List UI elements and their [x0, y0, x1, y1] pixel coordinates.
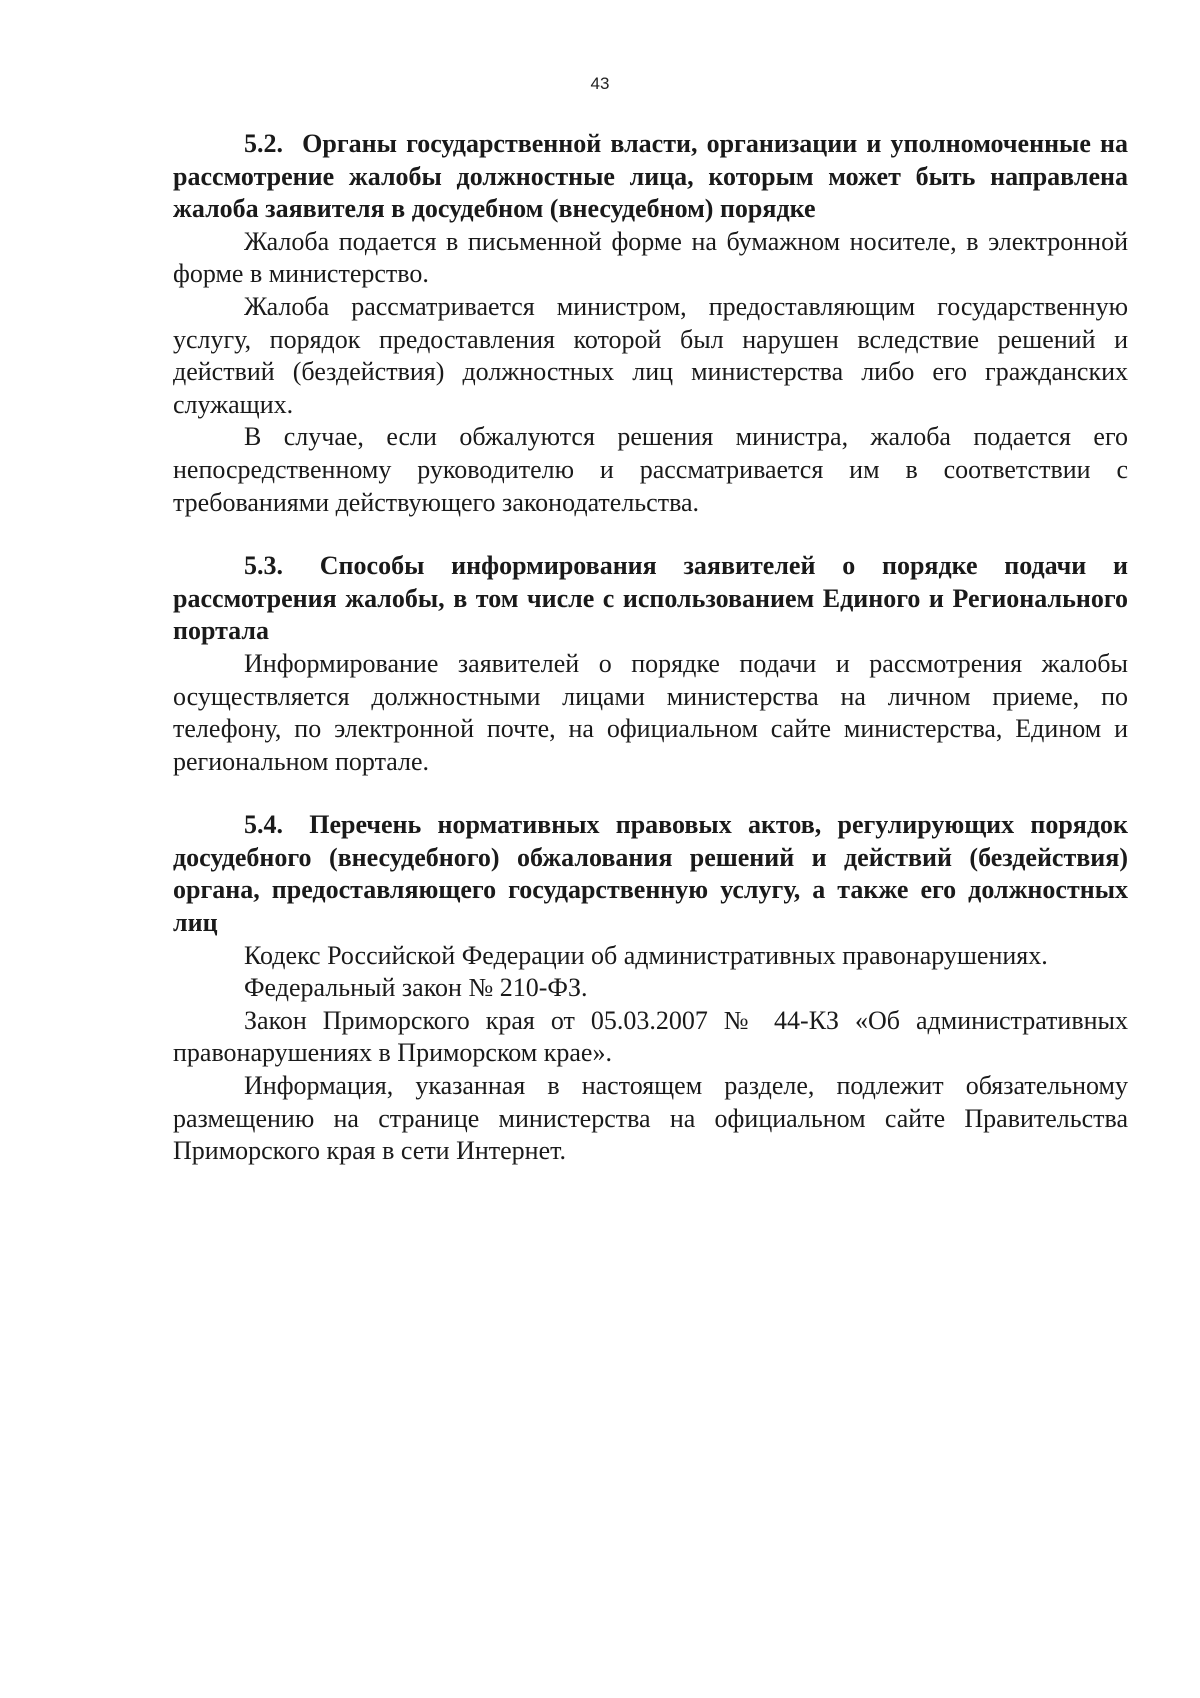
paragraph: Жалоба рассматривается министром, предоставляющим государственную услугу, порядок предоставления которой был нарушен вследствие решений и действий (бездействия) должностных лиц министерства либо его гражданских служащих. [173, 291, 1128, 419]
section-title: Способы информирования заявителей о порядке подачи и рассмотрения жалобы, в том числе с использованием Единого и Регионального портала [173, 551, 1128, 646]
section-5-4 [173, 809, 1128, 1168]
section-5-2 [173, 128, 1128, 519]
paragraph: Закон Приморского края от 05.03.2007 № 44-КЗ «Об административных правонарушениях в Приморском крае». [173, 1005, 1128, 1068]
section-number: 5.2. [244, 129, 283, 158]
document-body [173, 128, 1128, 1168]
section-spacer [173, 778, 1128, 809]
section-heading [173, 128, 1128, 226]
section-spacer [173, 519, 1128, 550]
section-title: Органы государственной власти, организации и уполномоченные на рассмотрение жалобы должностные лица, которым может быть направлена жалоба заявителя в досудебном (внесудебном) порядке [173, 129, 1129, 224]
section-5-3 [173, 550, 1128, 778]
section-number: 5.4. [244, 810, 283, 840]
paragraph: Информация, указанная в настоящем разделе, подлежит обязательному размещению на странице министерства на официальном сайте Правительства Приморского края в сети Интернет. [173, 1071, 1128, 1166]
paragraph: В случае, если обжалуются решения министра, жалоба подается его непосредственному руководителю и рассматривается им в соответствии с требованиями действующего законодательства. [173, 422, 1128, 517]
section-heading [173, 809, 1128, 939]
paragraph: Федеральный закон № 210-ФЗ. [244, 973, 588, 1003]
page-number: 43 [590, 74, 610, 93]
section-number: 5.3. [244, 551, 283, 581]
paragraph: Информирование заявителей о порядке подачи и рассмотрения жалобы осуществляется должностными лицами министерства на личном приеме, по телефону, по электронной почте, на официальном сайте министерства, Едином и региональном портале. [173, 648, 1128, 776]
section-title: Перечень нормативных правовых актов, регулирующих порядок досудебного (внесудебного) обжалования решений и действий (бездействия) органа, предоставляющего государственную услугу, а также его должностных лиц [173, 810, 1128, 938]
paragraph: Жалоба подается в письменной форме на бумажном носителе, в электронной форме в министерство. [173, 226, 1128, 289]
paragraph: Кодекс Российской Федерации об административных правонарушениях. [244, 940, 1048, 970]
section-heading [173, 550, 1128, 648]
